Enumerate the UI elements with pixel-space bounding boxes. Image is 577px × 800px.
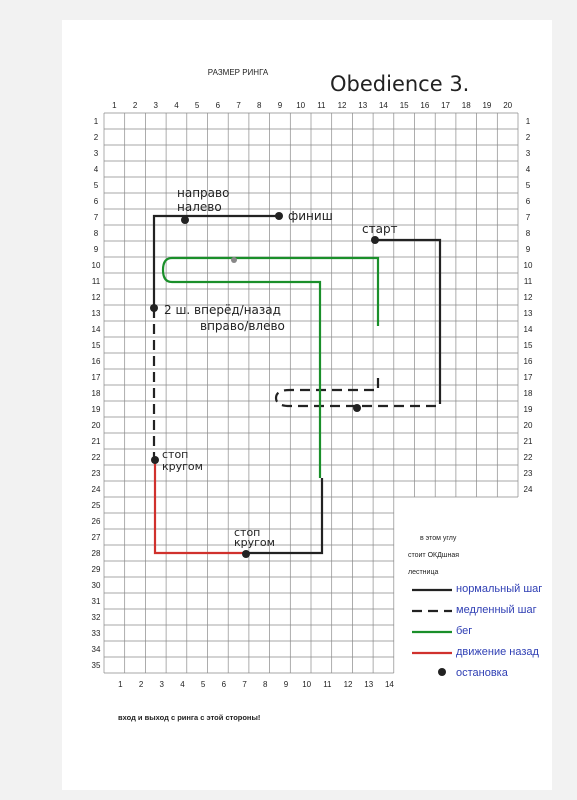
annotation-about-turn-2: кругом — [234, 536, 275, 549]
column-number: 4 — [180, 680, 185, 689]
corner-note-line3: лестница — [408, 569, 439, 576]
annotation-stop-1: стоп — [162, 448, 189, 461]
row-number: 21 — [91, 437, 101, 446]
annotation-right-turn: направо — [177, 186, 230, 200]
row-number: 27 — [91, 533, 101, 542]
column-number: 12 — [343, 680, 353, 689]
row-number: 16 — [523, 357, 533, 366]
row-number: 5 — [525, 181, 531, 190]
column-number: 18 — [461, 101, 471, 110]
annotation-stop-2: стоп — [234, 526, 261, 539]
row-number: 17 — [91, 373, 101, 382]
column-number: 2 — [132, 101, 138, 110]
row-number: 2 — [525, 133, 531, 142]
legend-label: бег — [456, 625, 473, 637]
row-number: 23 — [91, 469, 101, 478]
stop-dot-start — [371, 236, 379, 244]
row-number: 7 — [525, 213, 531, 222]
legend-label: движение назад — [456, 646, 539, 658]
column-number: 13 — [358, 101, 368, 110]
column-number: 6 — [221, 680, 227, 689]
entry-exit-note: вход и выход с ринга с этой стороны! — [118, 713, 261, 722]
row-number: 32 — [91, 613, 101, 622]
column-number: 16 — [420, 101, 430, 110]
column-number: 5 — [194, 101, 200, 110]
column-number: 19 — [482, 101, 492, 110]
column-number: 3 — [153, 101, 158, 110]
stop-dot-steps — [150, 304, 158, 312]
row-number: 14 — [523, 325, 533, 334]
column-number: 6 — [215, 101, 221, 110]
row-number: 29 — [91, 565, 101, 574]
page-title: Obedience 3. — [330, 72, 470, 96]
row-number: 17 — [523, 373, 533, 382]
corner-note-line1: в этом углу — [420, 535, 457, 542]
row-number: 21 — [523, 437, 533, 446]
row-number: 9 — [525, 245, 531, 254]
row-number: 18 — [523, 389, 533, 398]
row-number: 8 — [93, 229, 99, 238]
row-number: 5 — [93, 181, 99, 190]
row-number: 1 — [525, 117, 531, 126]
stop-dot-about-turn-2 — [242, 550, 250, 558]
annotation-about-turn-1: кругом — [162, 460, 203, 473]
row-number: 25 — [91, 501, 101, 510]
row-number: 8 — [525, 229, 531, 238]
column-number: 11 — [317, 101, 326, 110]
row-number: 35 — [91, 661, 101, 670]
column-number: 11 — [323, 680, 332, 689]
row-number: 6 — [93, 197, 99, 206]
row-number: 15 — [523, 341, 533, 350]
column-number: 9 — [277, 101, 283, 110]
row-number: 14 — [91, 325, 101, 334]
row-number: 20 — [523, 421, 533, 430]
column-number: 12 — [337, 101, 347, 110]
column-number: 14 — [384, 680, 394, 689]
column-number: 8 — [263, 680, 268, 689]
legend-label: нормальный шаг — [456, 583, 543, 595]
row-number: 3 — [525, 149, 531, 158]
ring-size-label: РАЗМЕР РИНГА — [207, 68, 269, 77]
column-number: 8 — [257, 101, 262, 110]
legend-label: остановка — [456, 667, 508, 679]
stop-dot-turn — [181, 216, 189, 224]
annotation-steps-line1: 2 ш. вперёд/назад — [164, 303, 281, 317]
row-number: 30 — [91, 581, 101, 590]
stop-dot-slow — [353, 404, 361, 412]
annotation-left-turn: налево — [177, 200, 222, 214]
row-number: 6 — [525, 197, 531, 206]
column-number: 2 — [138, 680, 144, 689]
column-number: 1 — [112, 101, 117, 110]
row-number: 20 — [91, 421, 101, 430]
annotation-steps-line2: вправо/влево — [200, 319, 285, 333]
row-number: 4 — [93, 165, 99, 174]
column-number: 7 — [236, 101, 241, 110]
column-number: 1 — [118, 680, 123, 689]
column-number: 15 — [399, 101, 409, 110]
row-number: 12 — [523, 293, 533, 302]
stop-dot-about-turn-1 — [151, 456, 159, 464]
column-number: 13 — [364, 680, 374, 689]
annotation-start: старт — [362, 222, 398, 236]
row-number: 28 — [91, 549, 101, 558]
row-number: 19 — [91, 405, 101, 414]
row-number: 18 — [91, 389, 101, 398]
column-number: 17 — [441, 101, 451, 110]
row-number: 13 — [91, 309, 101, 318]
legend-label: медленный шаг — [456, 604, 537, 616]
row-number: 2 — [93, 133, 99, 142]
row-number: 24 — [523, 485, 533, 494]
row-number: 24 — [91, 485, 101, 494]
row-number: 3 — [93, 149, 99, 158]
column-number: 9 — [283, 680, 289, 689]
column-number: 10 — [296, 101, 306, 110]
row-number: 23 — [523, 469, 533, 478]
row-number: 31 — [91, 597, 101, 606]
row-number: 9 — [93, 245, 99, 254]
row-number: 26 — [91, 517, 101, 526]
row-number: 22 — [523, 453, 533, 462]
column-number: 7 — [242, 680, 247, 689]
annotation-finish: финиш — [288, 209, 333, 223]
row-number: 12 — [91, 293, 101, 302]
row-number: 15 — [91, 341, 101, 350]
column-number: 14 — [378, 101, 388, 110]
row-number: 11 — [91, 277, 101, 286]
row-number: 1 — [93, 117, 99, 126]
stop-dot-run-mid — [231, 257, 237, 263]
row-number: 33 — [91, 629, 101, 638]
row-number: 10 — [523, 261, 533, 270]
column-number: 20 — [503, 101, 513, 110]
column-number: 5 — [200, 680, 206, 689]
column-number: 10 — [302, 680, 312, 689]
row-number: 22 — [91, 453, 101, 462]
corner-note-line2: стоит ОКДшная — [408, 552, 460, 559]
row-number: 34 — [91, 645, 101, 654]
row-number: 13 — [523, 309, 533, 318]
column-number: 4 — [174, 101, 179, 110]
row-number: 19 — [523, 405, 533, 414]
legend-swatch — [438, 668, 446, 676]
row-number: 16 — [91, 357, 101, 366]
row-number: 11 — [523, 277, 533, 286]
row-number: 10 — [91, 261, 101, 270]
row-number: 7 — [93, 213, 99, 222]
stop-dot-finish — [275, 212, 283, 220]
column-number: 3 — [159, 680, 164, 689]
row-number: 4 — [525, 165, 531, 174]
